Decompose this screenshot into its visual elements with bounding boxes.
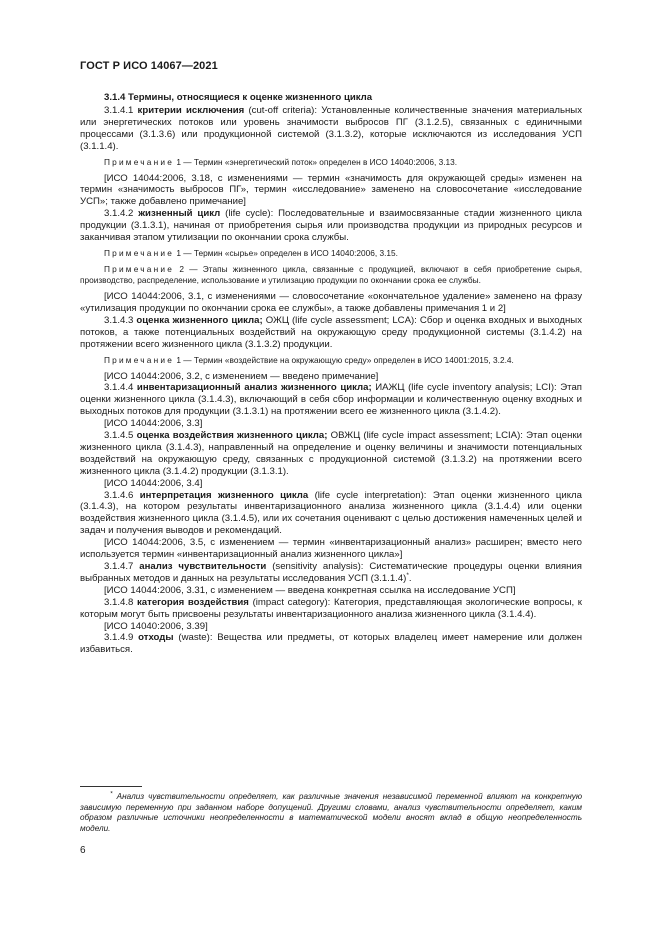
footnote-marker: * bbox=[406, 571, 409, 579]
term-name: отходы bbox=[138, 632, 174, 644]
term-3-1-4-1: 3.1.4.1 критерии исключения (cut-off criteria): Установленные количественные значения материальных или энергетических потоков или уровень значимости выбросов ПГ (3.1.2.5), связанных с единичными процессами (3.1.3.6) или продукционной системой (3.1.3.2), которые исключаются из исследования УСП (3.1.1.4). bbox=[80, 104, 582, 152]
term-3-1-4-5: 3.1.4.5 оценка воздействия жизненного цикла; ОВЖЦ (life cycle impact assessment; LCIA): Этап оценки жизненного цикла (3.1.4.3), направленный на определение и оценку величины и значимости потенциальных воздействий на окружающую среду, связанных с продукционной системой (3.1.3.2) на протяжении всего жизненного цикла (3.1.4.2) продукции (3.1.3.1). bbox=[80, 430, 582, 477]
term-3-1-4-2: 3.1.4.2 жизненный цикл (life cycle): Последовательные и взаимосвязанные стадии жизненного цикла продукции (3.1.3.1), начиная от приобретения сырья или производства продукции из природных ресурсов и заканчивая этапом утилизации по окончании срока службы. bbox=[80, 208, 582, 244]
page-content bbox=[80, 92, 582, 656]
term-3-1-4-8: 3.1.4.8 категория воздействия (impact category): Категория, представляющая экологические вопросы, к которым могут быть присвоены результаты инвентаризационного анализа жизненного цикла (3.1.4.4). bbox=[80, 596, 582, 620]
source-ref: [ИСО 14044:2006, 3.3] bbox=[104, 418, 203, 430]
term-name: инвентаризационный анализ жизненного цикла; bbox=[136, 382, 372, 394]
source-ref: [ИСО 14044:2006, 3.31, с изменением — введена конкретная ссылка на исследование УСП] bbox=[104, 584, 516, 596]
page-header: ГОСТ Р ИСО 14067—2021 bbox=[80, 60, 218, 72]
term-name: анализ чувствительности bbox=[139, 561, 267, 572]
source-ref: [ИСО 14044:2006, 3.4] bbox=[104, 477, 203, 489]
term-3-1-4-9: 3.1.4.9 отходы (waste): Вещества или предметы, от которых владелец имеет намерение или должен избавиться. bbox=[80, 632, 582, 656]
term-name: жизненный цикл bbox=[138, 208, 221, 220]
term-name: оценка жизненного цикла; bbox=[136, 314, 263, 326]
source-ref: [ИСО 14044:2006, 3.2, с изменением — введено примечание] bbox=[104, 370, 379, 382]
footnote-mark: * bbox=[110, 790, 113, 798]
term-name: критерии исключения bbox=[137, 104, 245, 116]
note-life-cycle-stages: Примечание 2 — Этапы жизненного цикла, связанные с продукцией, включают в себя приобретение сырья, производство, распределение, использование и утилизацию продукции по окончании срока ее службы. bbox=[80, 263, 582, 285]
footnote bbox=[80, 792, 582, 834]
note-environmental-impact: Примечание 1 — Термин «воздействие на окружающую среду» определен в ИСО 14001:2015, 3.2.4. bbox=[104, 354, 514, 365]
section-title: 3.1.4 Термины, относящиеся к оценке жизненного цикла bbox=[104, 92, 373, 103]
term-3-1-4-6: 3.1.4.6 интерпретация жизненного цикла (life cycle interpretation): Этап оценки жизненного цикла (3.1.4.3), на котором результаты инвентаризационного анализа жизненного цикла (3.1.4.4) или оценки воздействия жизненного цикла (3.1.4.5), или их сочетания оценивают с целью достижения намеченных целей и задач и получения выводов и рекомендаций. bbox=[80, 489, 582, 537]
source-ref: [ИСО 14044:2006, 3.5, с изменением — термин «инвентаризационный анализ» расширен; вместо него используется термин «инвентаризационный анализ жизненного цикла»] bbox=[80, 537, 582, 561]
term-name: оценка воздействия жизненного цикла; bbox=[136, 430, 328, 442]
term-3-1-4-4: 3.1.4.4 инвентаризационный анализ жизненного цикла; ИАЖЦ (life cycle inventory analysis; LCI): Этап оценки жизненного цикла (3.1.4.3), включающий в себя сбор информации и количественную оценку входных и выходных потоков для продукции (3.1.3.1) на протяжении всего ее жизненного цикла (3.1.4.2). bbox=[80, 382, 583, 418]
term-name: интерпретация жизненного цикла bbox=[139, 489, 309, 501]
term-name: категория воздействия bbox=[136, 596, 249, 608]
term-3-1-4-3: 3.1.4.3 оценка жизненного цикла; ОЖЦ (life cycle assessment; LCA): Сбор и оценка входных и выходных потоков, а также потенциальных воздействий на окружающую среду продукционной системы (3.1.4.2) на протяжении всего жизненного цикла (3.1.3.2) продукции. bbox=[80, 314, 582, 350]
source-ref: [ИСО 14044:2006, 3.1, с изменениями — словосочетание «окончательное удаление» заменено на фразу «утилизация продукции по окончании срока ее службы», а также добавлены примечания 1 и 2] bbox=[80, 290, 582, 314]
source-ref: [ИСО 14044:2006, 3.18, с изменениями — термин «значимость для окружающей среды» изменен на термин «значимость выбросов ПГ», термин «исследование» заменено на словосочетание «исследование УСП»; также добавлено примечание] bbox=[80, 172, 582, 208]
footnote-divider bbox=[80, 786, 142, 787]
note-energy-flow: Примечание 1 — Термин «энергетический поток» определен в ИСО 14040:2006, 3.13. bbox=[104, 156, 458, 167]
term-3-1-4-7: 3.1.4.7 анализ чувствительности (sensitivity analysis): Систематические процедуры оценки влияния выбранных методов и данных на результаты исследования УСП (3.1.1.4)*. bbox=[80, 561, 582, 584]
page-number: 6 bbox=[80, 845, 86, 856]
footnote-text: Анализ чувствительности определяет, как различные значения независимой переменной влияют на конкретную зависимую переменную при заданном наборе допущений. Другими словами, анализ чувствительности определяет, каким образом различные источники неопределенности в математической модели вносят вклад в общую неопределенность модели. bbox=[80, 792, 582, 833]
source-ref: [ИСО 14040:2006, 3.39] bbox=[104, 620, 208, 632]
note-raw-material: Примечание 1 — Термин «сырье» определен в ИСО 14040:2006, 3.15. bbox=[104, 247, 398, 258]
